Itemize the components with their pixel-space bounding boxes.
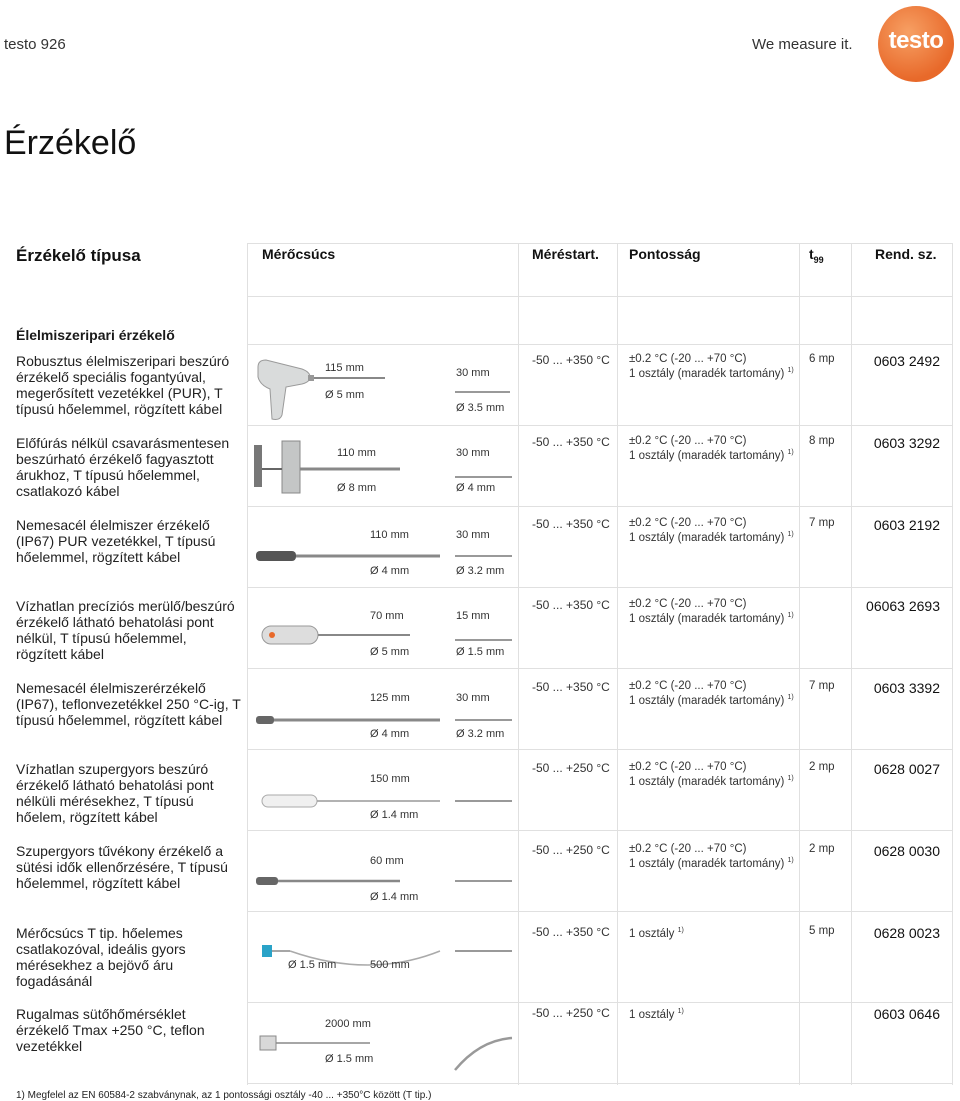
measuring-range: -50 ... +250 °C: [532, 761, 610, 775]
response-time: 2 mp: [809, 843, 835, 855]
header-bottom-border: [247, 296, 953, 297]
shaft-diameter: Ø 8 mm: [337, 482, 377, 494]
row-description: Vízhatlan precíziós merülő/beszúró érzékelő látható behatolási pont nélkül, T típusú hőelemmel, rögzített kábel: [16, 598, 235, 662]
testo-logo: [878, 6, 954, 82]
footnote-ref: 1): [787, 367, 794, 374]
row-description: Mérőcsúcs T tip. hőelemes csatlakozóval, ideális gyors mérésekhez a bejövő áru fogadásánál: [16, 925, 186, 989]
measuring-range: -50 ... +350 °C: [532, 598, 610, 612]
response-time: 6 mp: [809, 353, 835, 365]
accuracy-line1: 1 osztály: [629, 1008, 675, 1021]
t99-subscript: 99: [813, 254, 824, 265]
accuracy-line2: 1 osztály (maradék tartomány): [629, 367, 785, 380]
table-top-border: [247, 243, 953, 244]
accuracy-line1: ±0.2 °C (-20 ... +70 °C): [629, 761, 747, 773]
measuring-range: -50 ... +250 °C: [532, 1006, 610, 1020]
order-number: 0603 3292: [873, 435, 940, 451]
accuracy-line2: 1 osztály (maradék tartomány): [629, 694, 785, 707]
shaft-length: 115 mm: [325, 362, 364, 374]
response-time: 7 mp: [809, 517, 835, 529]
probe-length: 500 mm: [370, 959, 410, 971]
order-number: 06063 2693: [866, 598, 940, 614]
shaft-diameter: Ø 5 mm: [325, 389, 365, 401]
row-divider: [247, 749, 953, 750]
order-number: 0628 0027: [873, 761, 940, 777]
footnote-ref: 1): [787, 775, 794, 782]
footnote-ref: 1): [787, 694, 794, 701]
shaft-diameter: Ø 1.4 mm: [370, 891, 419, 903]
accuracy: [629, 843, 794, 870]
column-divider: [617, 243, 618, 1085]
accuracy-line1: ±0.2 °C (-20 ... +70 °C): [629, 680, 747, 692]
accuracy-line2: 1 osztály (maradék tartomány): [629, 775, 785, 788]
tip-length: 30 mm: [456, 367, 490, 379]
row-divider: [247, 587, 953, 588]
footnote-ref: 1): [787, 612, 794, 619]
order-number: 0603 3392: [873, 680, 940, 696]
order-number: 0628 0030: [873, 843, 940, 859]
accuracy-line2: 1 osztály (maradék tartomány): [629, 612, 785, 625]
tip-length: 30 mm: [456, 447, 490, 459]
col-header-type: Érzékelő típusa: [16, 246, 141, 265]
accuracy: [629, 517, 794, 544]
probe-diameter: Ø 1.5 mm: [288, 959, 337, 971]
probe-diameter: Ø 1.5 mm: [325, 1053, 374, 1065]
measuring-range: -50 ... +350 °C: [532, 680, 610, 694]
accuracy-line1: 1 osztály: [629, 927, 675, 940]
measuring-range: -50 ... +350 °C: [532, 353, 610, 367]
measuring-range: -50 ... +250 °C: [532, 843, 610, 857]
t99-label: t: [809, 246, 814, 262]
shaft-length: 60 mm: [370, 855, 404, 867]
accuracy-line2: 1 osztály (maradék tartomány): [629, 449, 785, 462]
row-description: Nemesacél élelmiszer érzékelő (IP67) PUR vezetékkel, T típusú hőelemmel, rögzített kábel: [16, 517, 216, 565]
probe-image: [250, 1010, 515, 1080]
shaft-length: 150 mm: [370, 773, 410, 785]
measuring-range: -50 ... +350 °C: [532, 517, 610, 531]
accuracy: [629, 761, 794, 788]
measuring-range: -50 ... +350 °C: [532, 925, 610, 939]
accuracy-line2: 1 osztály (maradék tartomány): [629, 531, 785, 544]
response-time: 2 mp: [809, 761, 835, 773]
order-number: 0603 2192: [873, 517, 940, 533]
accuracy-line1: ±0.2 °C (-20 ... +70 °C): [629, 353, 747, 365]
row-divider: [247, 830, 953, 831]
order-number: 0603 2492: [873, 353, 940, 369]
row-divider: [247, 1002, 953, 1003]
shaft-diameter: Ø 1.4 mm: [370, 809, 419, 821]
shaft-length: 125 mm: [370, 692, 410, 704]
row-divider: [247, 668, 953, 669]
footnote-ref: 1): [787, 449, 794, 456]
tip-length: 30 mm: [456, 692, 490, 704]
slogan: We measure it.: [752, 36, 853, 53]
row-description: Vízhatlan szupergyors beszúró érzékelő látható behatolási pont nélküli mérésekhez, T típusú hőelem, rögzített kábel: [16, 761, 214, 825]
accuracy-line1: ±0.2 °C (-20 ... +70 °C): [629, 598, 747, 610]
footnote-ref: 1): [787, 857, 794, 864]
row-divider: [247, 344, 953, 345]
tip-diameter: Ø 3.2 mm: [456, 565, 505, 577]
column-divider: [247, 243, 248, 1085]
tip-diameter: Ø 4 mm: [456, 482, 496, 494]
row-divider: [247, 911, 953, 912]
footnote-ref: 1): [677, 1008, 684, 1015]
order-number: 0603 0646: [873, 1006, 940, 1022]
table-bottom-border: [247, 1083, 953, 1084]
measuring-range: -50 ... +350 °C: [532, 435, 610, 449]
row-description: Rugalmas sütőhőmérséklet érzékelő Tmax +250 °C, teflon vezetékkel: [16, 1006, 205, 1054]
row-description: Előfúrás nélkül csavarásmentesen beszúrható érzékelő fagyasztott árukhoz, T típusú hőelemmel, csatlakozó kábel: [16, 435, 230, 499]
column-divider: [799, 243, 800, 1085]
accuracy: [629, 598, 794, 625]
accuracy: [629, 353, 794, 380]
shaft-diameter: Ø 4 mm: [370, 728, 410, 740]
tip-length: 15 mm: [456, 610, 490, 622]
accuracy-line1: ±0.2 °C (-20 ... +70 °C): [629, 843, 747, 855]
accuracy-line1: ±0.2 °C (-20 ... +70 °C): [629, 517, 747, 529]
product-name: testo 926: [4, 36, 66, 53]
column-divider: [952, 243, 953, 1085]
tip-diameter: Ø 3.2 mm: [456, 728, 505, 740]
page-title: Érzékelő: [4, 124, 137, 162]
footnote: 1) Megfelel az EN 60584-2 szabványnak, az 1 pontossági osztály -40 ... +350°C között (T tip.): [16, 1090, 432, 1101]
shaft-length: 110 mm: [337, 447, 376, 459]
shaft-length: 70 mm: [370, 610, 404, 622]
response-time: 7 mp: [809, 680, 835, 692]
accuracy: [629, 1006, 684, 1021]
col-header-order: Rend. sz.: [875, 246, 937, 262]
col-header-accuracy: Pontosság: [629, 246, 701, 262]
accuracy-line2: 1 osztály (maradék tartomány): [629, 857, 785, 870]
accuracy: [629, 680, 794, 707]
column-divider: [518, 243, 519, 1085]
row-description: Nemesacél élelmiszerérzékelő (IP67), teflonvezetékkel 250 °C-ig, T típusú hőelemmel, rögzített kábel: [16, 680, 241, 728]
response-time: 8 mp: [809, 435, 835, 447]
col-header-t99: [809, 246, 824, 265]
col-header-tip: Mérőcsúcs: [262, 246, 336, 262]
row-divider: [247, 506, 953, 507]
response-time: 5 mp: [809, 925, 835, 937]
column-divider: [851, 243, 852, 1085]
row-description: Szupergyors tűvékony érzékelő a sütési idők ellenőrzésére, T típusú hőelemmel, rögzített kábel: [16, 843, 228, 891]
row-description: Robusztus élelmiszeripari beszúró érzékelő speciális fogantyúval, megerősített vezetékkel (PUR), T típusú hőelemmel, rögzített kábel: [16, 353, 230, 417]
shaft-diameter: Ø 5 mm: [370, 646, 410, 658]
accuracy: [629, 925, 684, 940]
tip-diameter: Ø 1.5 mm: [456, 646, 505, 658]
accuracy: [629, 435, 794, 462]
accuracy-line1: ±0.2 °C (-20 ... +70 °C): [629, 435, 747, 447]
tip-length: 30 mm: [456, 529, 490, 541]
tip-diameter: Ø 3.5 mm: [456, 402, 505, 414]
order-number: 0628 0023: [873, 925, 940, 941]
col-header-range: Méréstart.: [532, 246, 599, 262]
shaft-length: 110 mm: [370, 529, 409, 541]
footnote-ref: 1): [677, 927, 684, 934]
footnote-ref: 1): [787, 531, 794, 538]
probe-length: 2000 mm: [325, 1018, 371, 1030]
shaft-diameter: Ø 4 mm: [370, 565, 410, 577]
section-title: Élelmiszeripari érzékelő: [16, 327, 175, 343]
logo-text: testo: [888, 27, 944, 54]
